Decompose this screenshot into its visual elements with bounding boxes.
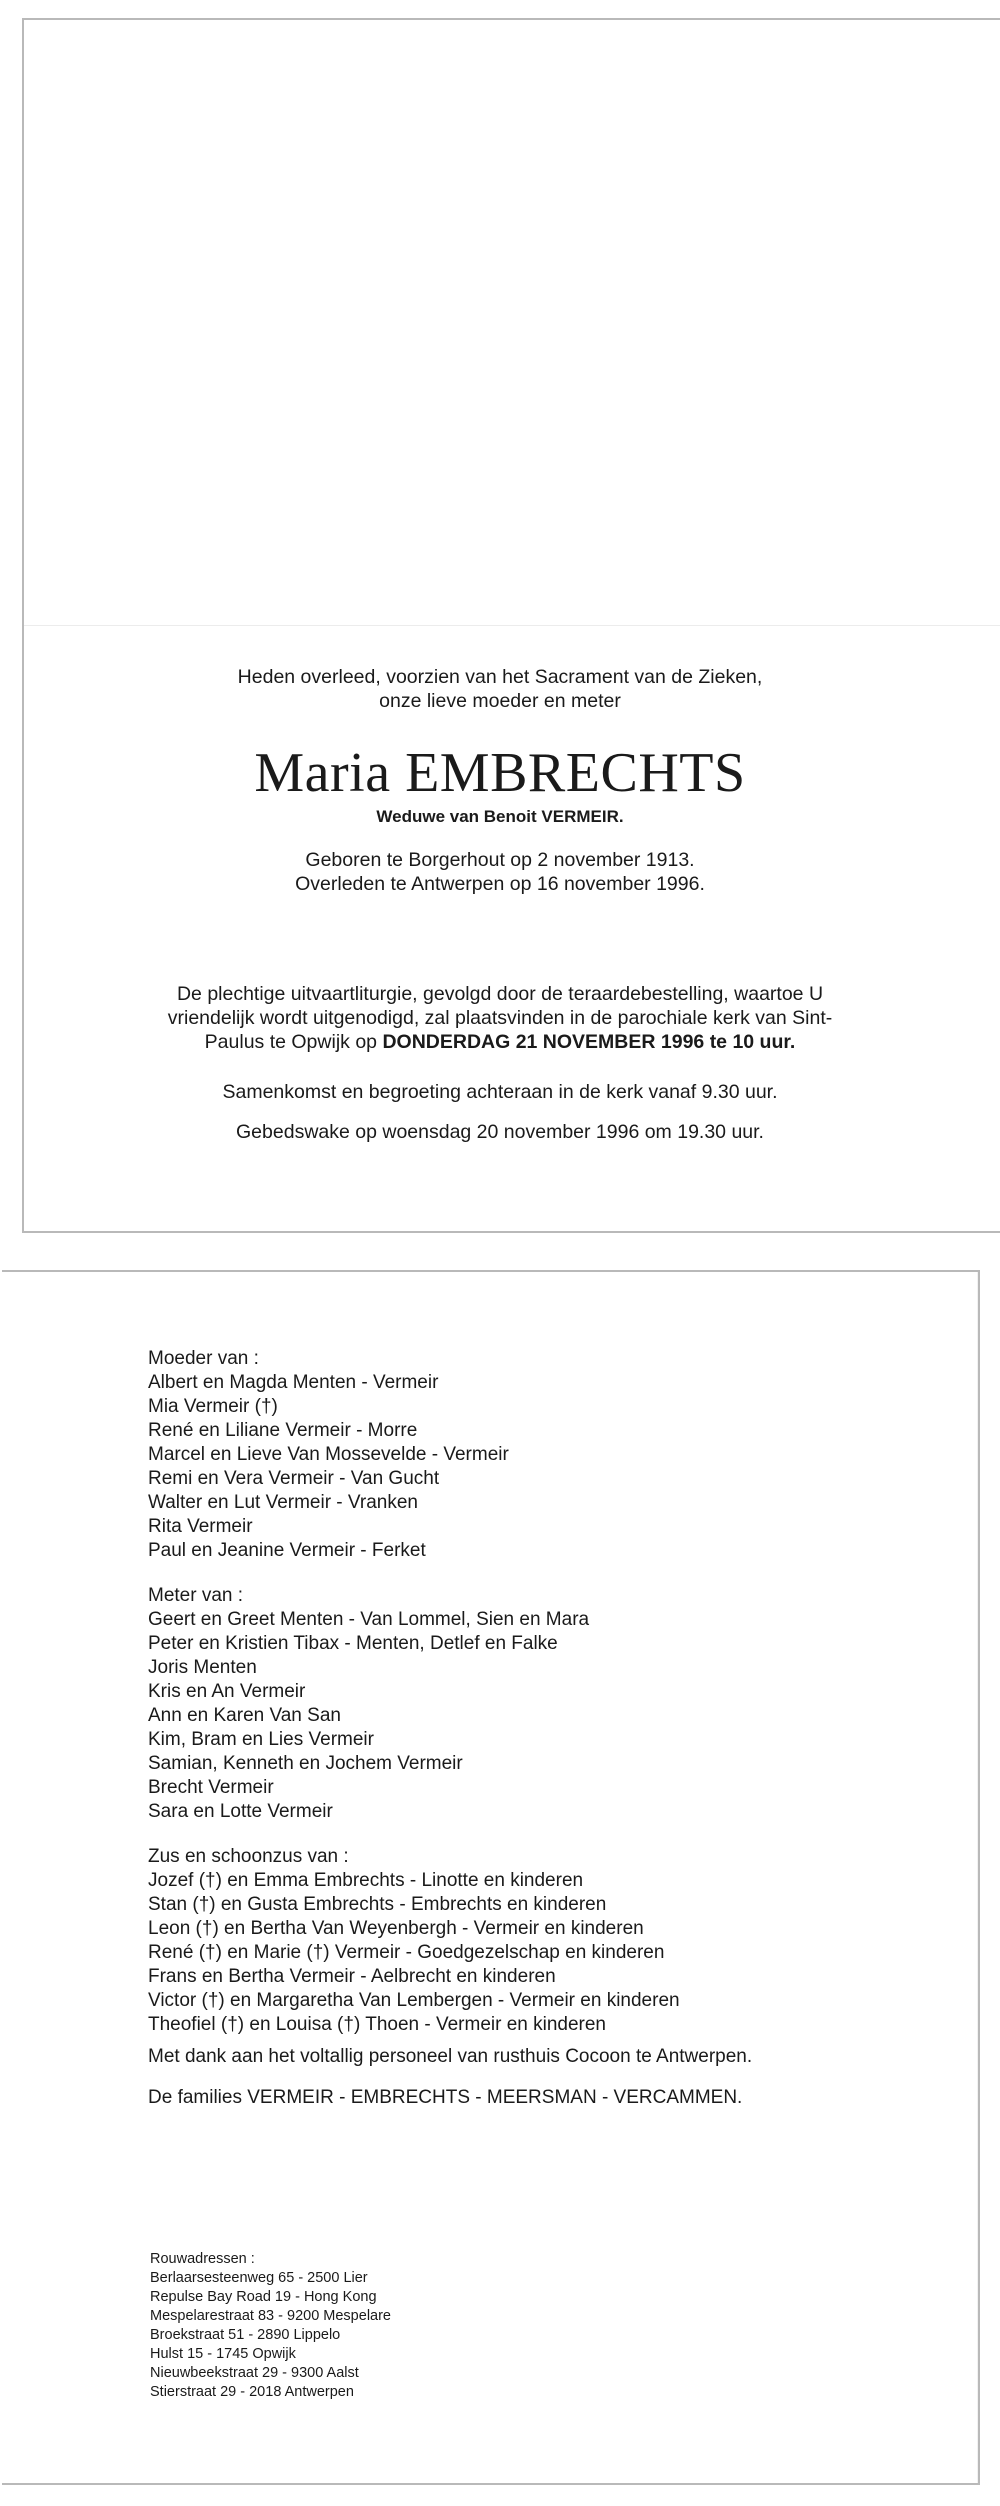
- thanks-text: Met dank aan het voltallig personeel van rusthuis Cocoon te Antwerpen.: [148, 2046, 753, 2067]
- list-item: Albert en Magda Menten - Vermeir: [148, 1372, 439, 1393]
- list-item: Victor (†) en Margaretha Van Lembergen - Vermeir en kinderen: [148, 1990, 680, 2011]
- widow-of: Weduwe van Benoit VERMEIR.: [376, 807, 624, 826]
- life-dates: [0, 848, 1000, 896]
- list-item: Mia Vermeir (†): [148, 1396, 278, 1417]
- deceased-name: Maria EMBRECHTS: [254, 742, 746, 804]
- fold-line: [24, 625, 1000, 626]
- address-line: Repulse Bay Road 19 - Hong Kong: [150, 2289, 377, 2305]
- intro-line: Heden overleed, voorzien van het Sacrament van de Zieken,: [237, 666, 763, 688]
- list-item: Leon (†) en Bertha Van Weyenbergh - Vermeir en kinderen: [148, 1918, 644, 1939]
- list-item: Frans en Bertha Vermeir - Aelbrecht en kinderen: [148, 1966, 556, 1987]
- ceremony-line: vriendelijk wordt uitgenodigd, zal plaatsvinden in de parochiale kerk van Sint-: [167, 1007, 833, 1029]
- ceremony-date: DONDERDAG 21 NOVEMBER 1996 te 10 uur.: [382, 1031, 796, 1053]
- list-item: Marcel en Lieve Van Mossevelde - Vermeir: [148, 1444, 509, 1465]
- mourning-addresses: [150, 2250, 391, 2402]
- address-line: Stierstraat 29 - 2018 Antwerpen: [150, 2384, 354, 2400]
- address-line: Broekstraat 51 - 2890 Lippelo: [150, 2327, 341, 2343]
- addresses-heading: Rouwadressen :: [150, 2251, 255, 2267]
- ceremony-line-prefix: Paulus te Opwijk op: [204, 1031, 383, 1053]
- list-heading: Zus en schoonzus van :: [148, 1846, 349, 1867]
- list-item: Paul en Jeanine Vermeir - Ferket: [148, 1540, 426, 1561]
- list-heading: Moeder van :: [148, 1348, 259, 1369]
- list-item: Sara en Lotte Vermeir: [148, 1801, 333, 1822]
- list-item: Stan (†) en Gusta Embrechts - Embrechts en kinderen: [148, 1894, 607, 1915]
- list-item: Geert en Greet Menten - Van Lommel, Sien en Mara: [148, 1609, 590, 1630]
- birth-line: Geboren te Borgerhout op 2 november 1913.: [305, 849, 695, 871]
- fold-line: [977, 1272, 978, 2483]
- sister-of-list: [148, 1845, 680, 2037]
- address-line: Berlaarsesteenweg 65 - 2500 Lier: [150, 2270, 368, 2286]
- list-item: Walter en Lut Vermeir - Vranken: [148, 1492, 418, 1513]
- intro-line: onze lieve moeder en meter: [379, 690, 621, 712]
- list-item: Remi en Vera Vermeir - Van Gucht: [148, 1468, 440, 1489]
- intro-text: [0, 665, 1000, 713]
- list-item: Joris Menten: [148, 1657, 257, 1678]
- list-item: Theofiel (†) en Louisa (†) Thoen - Vermeir en kinderen: [148, 2014, 607, 2035]
- list-item: Samian, Kenneth en Jochem Vermeir: [148, 1753, 463, 1774]
- address-line: Hulst 15 - 1745 Opwijk: [150, 2346, 296, 2362]
- ceremony-line: De plechtige uitvaartliturgie, gevolgd door de teraardebestelling, waartoe U: [176, 983, 824, 1005]
- list-item: René (†) en Marie (†) Vermeir - Goedgezelschap en kinderen: [148, 1942, 665, 1963]
- list-item: Kris en An Vermeir: [148, 1681, 306, 1702]
- mother-of-list: [148, 1347, 509, 1563]
- list-item: Brecht Vermeir: [148, 1777, 274, 1798]
- death-line: Overleden te Antwerpen op 16 november 1996.: [295, 873, 705, 895]
- families-line: De families VERMEIR - EMBRECHTS - MEERSMAN - VERCAMMEN.: [148, 2087, 743, 2108]
- list-heading: Meter van :: [148, 1585, 244, 1606]
- list-item: Peter en Kristien Tibax - Menten, Detlef en Falke: [148, 1633, 558, 1654]
- address-line: Nieuwbeekstraat 29 - 9300 Aalst: [150, 2365, 359, 2381]
- list-item: Kim, Bram en Lies Vermeir: [148, 1729, 374, 1750]
- address-line: Mespelarestraat 83 - 9200 Mespelare: [150, 2308, 391, 2324]
- vigil-text: Gebedswake op woensdag 20 november 1996 om 19.30 uur.: [236, 1121, 764, 1143]
- list-item: Jozef (†) en Emma Embrechts - Linotte en kinderen: [148, 1870, 584, 1891]
- meeting-text: Samenkomst en begroeting achteraan in de kerk vanaf 9.30 uur.: [222, 1081, 778, 1103]
- ceremony-line: [0, 1030, 1000, 1054]
- list-item: Ann en Karen Van San: [148, 1705, 341, 1726]
- list-item: Rita Vermeir: [148, 1516, 253, 1537]
- ceremony-text: [0, 982, 1000, 1054]
- list-item: René en Liliane Vermeir - Morre: [148, 1420, 418, 1441]
- godmother-of-list: [148, 1584, 589, 1824]
